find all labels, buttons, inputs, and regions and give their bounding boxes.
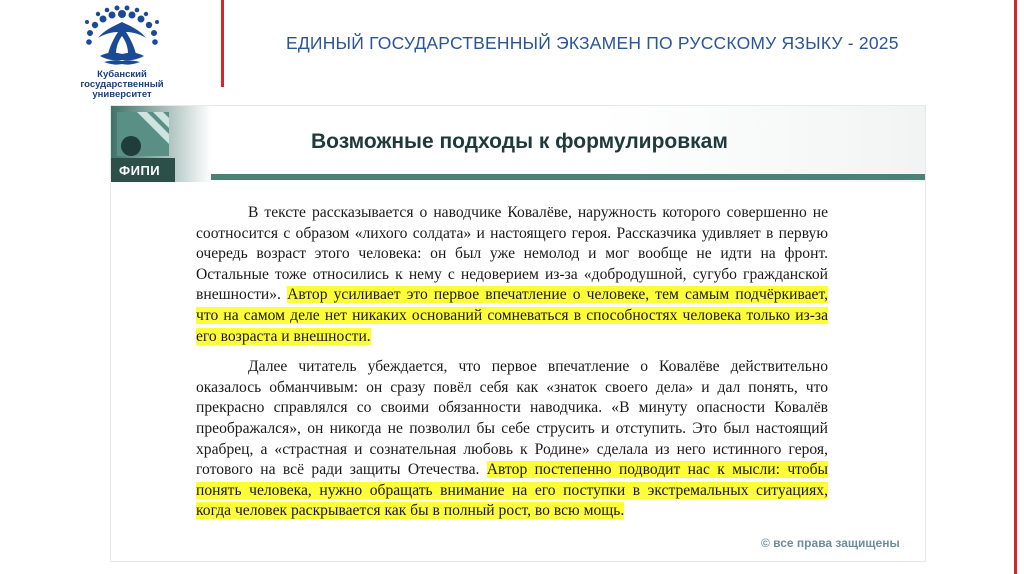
banner-underline [211, 174, 925, 180]
university-name-line: университет [92, 89, 152, 100]
highlighted-text: Автор постепенно подводит нас к мысли: чтобы понять человека, нужно обращать внимание на его поступки в экстремальных ситуациях, когда человек раскрывается как бы в полный рост, во всю мощь. [196, 461, 828, 520]
copyright-notice: © все права защищены [761, 536, 900, 550]
right-border [1014, 0, 1017, 574]
highlighted-text: Автор усиливает это первое впечатление о человеке, тем самым подчёркивает, что на самом деле нет никаких оснований сомневаться в способностях человека только из-за его возраста и внешности. [196, 286, 828, 345]
paragraph-text: Далее читатель убеждается, что первое впечатление о Ковалёве действительно оказалось обманчивым: он сразу повёл себя как «знаток своего дела» и дал понять, что прекрасно справлялся со своими обязанности наводчика. «В минуту опасности Ковалёв преображался», он никогда не позволил бы себе струсить и отступить. Это был настоящий храбрец, а «страстная и сознательная любовь к Родине» сделала из него истинного героя, готового на всё ради защиты Отечества. [196, 358, 828, 479]
paragraph [196, 203, 828, 347]
slide-image [111, 106, 925, 561]
slide-banner [111, 106, 925, 182]
page-title: ЕДИНЫЙ ГОСУДАРСТВЕННЫЙ ЭКЗАМЕН ПО РУССКОМУ ЯЗЫКУ - 2025 [286, 33, 899, 53]
fipi-logo [111, 106, 211, 182]
tree-logo-icon [74, 4, 170, 68]
fipi-label: ФИПИ [119, 163, 161, 178]
slide-text [196, 203, 828, 532]
paragraph-text: В тексте рассказывается о наводчике Ковалёве, наружность которого совершенно не соотносится с образом «лихого солдата» и настоящего героя. Рассказчика удивляет в первую очередь возраст этого человека: он был уже немолод и мог вообще не идти на фронт. Остальные тоже относились к нему с недоверием из-за «добродушной, сугубо гражданской внешности». [196, 204, 828, 304]
paragraph [196, 357, 828, 522]
university-name [68, 70, 176, 100]
header-divider [221, 0, 224, 87]
university-name-line: государственный [80, 79, 164, 90]
university-logo [68, 4, 176, 100]
slide-title: Возможные подходы к формулировкам [311, 130, 728, 153]
university-name-line: Кубанский [97, 69, 147, 80]
